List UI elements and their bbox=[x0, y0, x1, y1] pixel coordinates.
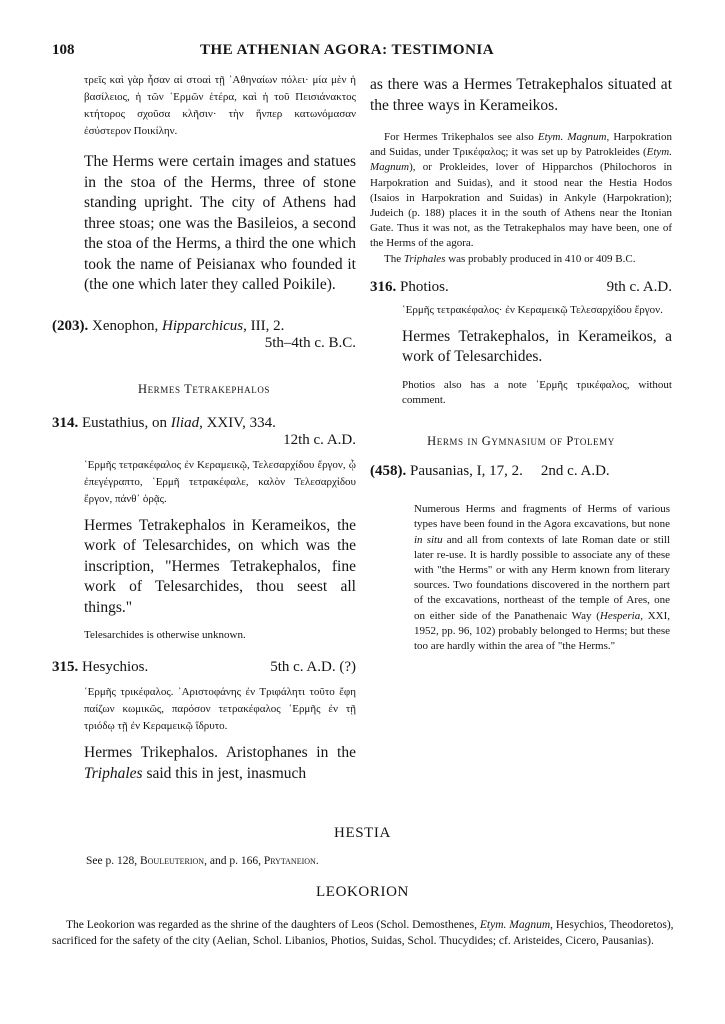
entry-number: (203). bbox=[52, 317, 89, 334]
entry-ref: , III, 2. bbox=[243, 317, 285, 334]
entry-source: Photios. bbox=[400, 278, 449, 295]
translation-passage: The Herms were certain images and statues in the stoa of the Herms, three of stone standing upright. The city of Athens had three stoas; one was the Basileios, a second the stoa of the Herms, a third the one which took the name of Peisianax who founded it (the one which later they called Poikile). bbox=[84, 153, 356, 293]
page-number: 108 bbox=[52, 42, 75, 58]
translation-passage: Hermes Trikephalos. Aristophanes in the Triphales said this in jest, inasmuch bbox=[84, 744, 356, 782]
entry-203 bbox=[52, 318, 356, 335]
entry-ref: , XXIV, 334. bbox=[199, 414, 276, 431]
translation-passage: Hermes Tetrakephalos, in Kerameikos, a work of Telesarchides. bbox=[402, 327, 672, 366]
entry-316 bbox=[370, 279, 672, 296]
commentary-note: The Triphales was probably produced in 410 or 409 B.C. bbox=[384, 252, 636, 265]
entry-title bbox=[52, 415, 276, 432]
entry-315 bbox=[52, 659, 356, 676]
entry-458 bbox=[370, 463, 672, 480]
entry-title bbox=[52, 659, 148, 676]
entry-title bbox=[370, 463, 523, 480]
running-title: THE ATHENIAN AGORA: TESTIMONIA bbox=[200, 42, 495, 58]
entry-source: Hesychios. bbox=[82, 659, 149, 676]
greek-passage: τρεῖς καὶ γὰρ ἦσαν αἱ στοαὶ τῇ ᾿Αθηναίων πόλει· μία μὲν ἡ βασίλειος, ἡ τῶν ῾Ερμῶν ἑτέρα, καὶ ἡ τοῦ Πεισιάνακτος κτήτορος σχοῦσα κλῆσιν· τὴν ἥνπερ κατωνόμασαν ἐσύστερον Ποικίλην. bbox=[84, 74, 356, 137]
entry-title bbox=[52, 318, 284, 335]
entry-date: 5th–4th c. B.C. bbox=[264, 334, 356, 351]
entry-number: 315. bbox=[52, 659, 79, 676]
section-heading: Hermes Tetrakephalos bbox=[137, 381, 271, 396]
commentary-note: Telesarchides is otherwise unknown. bbox=[84, 629, 246, 641]
commentary-note: Photios also has a note ῾Ερμῆς τρικέφαλος, without comment. bbox=[402, 378, 672, 407]
section-heading-hestia: HESTIA bbox=[334, 825, 391, 841]
commentary-note: Numerous Herms and fragments of Herms of various types have been found in the Agora excavations, but none in situ and all from contexts of late Roman date or still later re-use. It is hardly possible to associate any of these with "the Herms" or with any Herm known from literary sources. Two foundations discovered in the northern part of the excavations, northeast of the temple of Ares, one on either side of the Panathenaic Way (Hesperia, XXI, 1952, pp. 96, 102) probably belonged to Herms; but these too are hardly within the area of "the Herms." bbox=[414, 503, 670, 653]
translation-passage: as there was a Hermes Tetrakephalos situated at the three ways in Kerameikos. bbox=[370, 76, 672, 114]
leokorion-text: The Leokorion was regarded as the shrine of the daughters of Leos (Schol. Demosthenes, Etym. Magnum, Hesychios, Theodoretos), sacrificed for the safety of the city (Aelian, Schol. Libanios, Photios, Suidas, Schol. Thucydides; cf. Aristeides, Cicero, Pausanias). bbox=[52, 919, 674, 947]
entry-source: Xenophon, bbox=[92, 317, 162, 334]
entry-work: Iliad bbox=[170, 414, 200, 431]
section-heading: Herms in Gymnasium of Ptolemy bbox=[427, 434, 615, 449]
greek-passage: ῾Ερμῆς τρικέφαλος. ᾿Αριστοφάνης ἐν Τριφάλητι τοῦτο ἔφη παίζων κωμικῶς, παρόσον τετρακέφαλος ῾Ερμῆς ἐν τῇ τριόδῳ τῇ ἐν Κεραμεικῷ ἵδρυτο. bbox=[84, 686, 356, 733]
entry-date: 5th c. A.D. (?) bbox=[270, 659, 356, 676]
entry-source: Eustathius, on bbox=[82, 414, 171, 431]
greek-passage: ῾Ερμῆς τετρακέφαλος ἐν Κεραμεικῷ, Τελεσαρχίδου ἔργον, ᾧ ἐπεγέγραπτο, ῾Ερμῆ τετρακέφαλε, καλὸν Τελεσαρχίδου ἔργον, πάνθ᾿ ὁρᾷς. bbox=[84, 458, 356, 505]
greek-passage: ῾Ερμῆς τετρακέφαλος· ἐν Κεραμεικῷ Τελεσαρχίδου ἔργον. bbox=[402, 303, 663, 316]
hestia-text: See p. 128, Bouleuterion, and p. 166, Prytaneion. bbox=[86, 855, 319, 867]
entry-source: Pausanias, I, 17, 2. bbox=[410, 463, 523, 480]
entry-number: 314. bbox=[52, 414, 79, 431]
entry-number: (458). bbox=[370, 463, 407, 480]
entry-date: 2nd c. A.D. bbox=[540, 463, 610, 480]
right-column bbox=[370, 75, 672, 654]
commentary-note: For Hermes Trikephalos see also Etym. Magnum, Harpokration and Suidas, under Τρικέφαλος; it was set up by Patrokleides (Etym. Magnum), or Prokleides, lover of Hipparchos (Philochoros in Harpokration and Suidas), and it stood near the Hestia Hodos (Isaios in Harpokration and Suidas) in Ankyle (Harpokration); Judeich (p. 188) places it in the south of Athens near the Itonian Gate. Thus it was not, as the Tetrakephalos may have been, one of the Herms of the agora. bbox=[370, 131, 672, 250]
translation-passage: Hermes Tetrakephalos in Kerameikos, the work of Telesarchides, on which was the inscription, "Hermes Tetrakephalos, fine work of Telesarchides, thou seest all things." bbox=[84, 516, 356, 616]
entry-title bbox=[370, 279, 449, 296]
left-column bbox=[52, 72, 356, 784]
entry-number: 316. bbox=[370, 278, 397, 295]
entry-date: 9th c. A.D. bbox=[606, 278, 672, 295]
entry-314 bbox=[52, 415, 356, 432]
entry-date: 12th c. A.D. bbox=[283, 431, 356, 448]
section-heading-leokorion: LEOKORION bbox=[316, 884, 409, 900]
entry-work: Hipparchicus bbox=[162, 317, 244, 334]
